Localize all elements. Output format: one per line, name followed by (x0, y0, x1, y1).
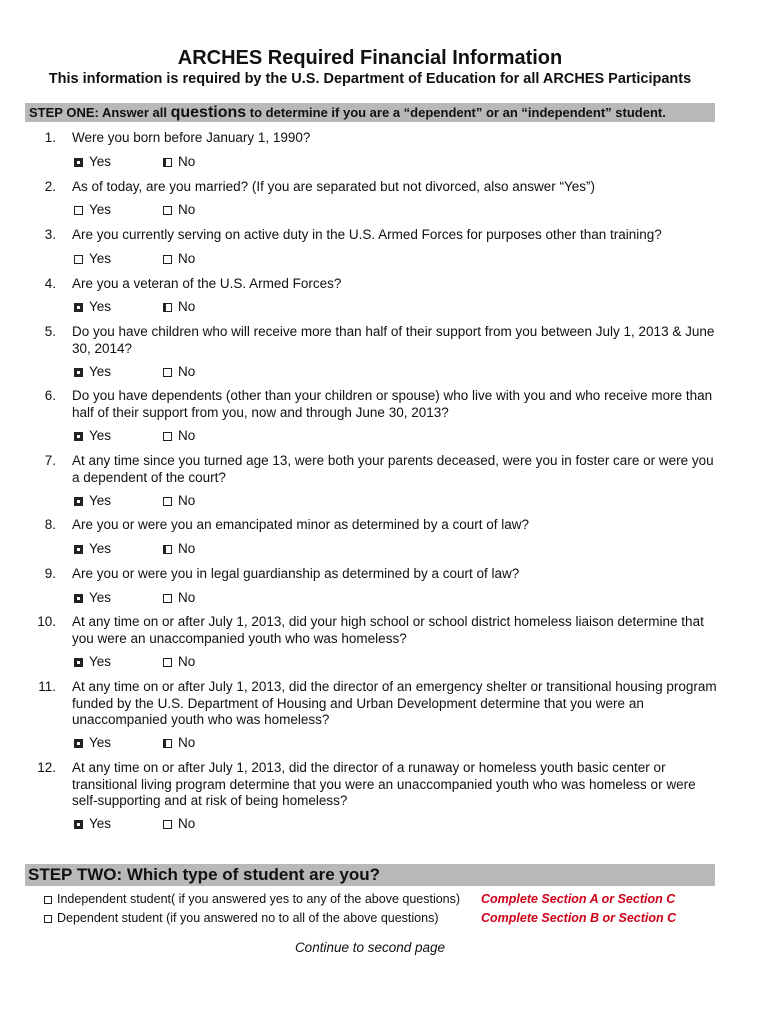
question-text: At any time since you turned age 13, were both your parents deceased, were you in foster care or were you a dependent of the court? (72, 453, 714, 485)
checkbox-icon[interactable] (74, 658, 83, 667)
q6-yes-option[interactable] (74, 428, 111, 444)
question-text: Were you born before January 1, 1990? (72, 130, 311, 145)
yes-label: Yes (89, 428, 112, 443)
no-label: No (178, 364, 196, 379)
q7-no-option[interactable] (163, 493, 195, 509)
checkbox-icon[interactable] (163, 497, 172, 506)
yes-label: Yes (89, 541, 112, 556)
no-label: No (178, 493, 196, 508)
yes-label: Yes (89, 154, 112, 169)
q1-no-option[interactable] (163, 154, 195, 170)
q5-no-option[interactable] (163, 364, 195, 380)
checkbox-icon[interactable] (163, 255, 172, 264)
checkbox-icon[interactable] (163, 368, 172, 377)
section-a-or-c-instruction: Complete Section A or Section C (481, 892, 676, 906)
no-label: No (178, 251, 196, 266)
q10-no-option[interactable] (163, 654, 195, 670)
checkbox-icon[interactable] (74, 255, 83, 264)
question-number: 8. (44, 517, 56, 532)
no-label: No (178, 590, 196, 605)
step-one-header (25, 103, 715, 122)
yes-label: Yes (89, 654, 112, 669)
no-label: No (178, 541, 196, 556)
q4-yes-option[interactable] (74, 299, 111, 315)
checkbox-icon[interactable] (74, 368, 83, 377)
checkbox-icon[interactable] (163, 432, 172, 441)
q12-yes-option[interactable] (74, 816, 111, 832)
independent-student-option[interactable] (44, 892, 460, 907)
yes-label: Yes (89, 202, 112, 217)
yes-label: Yes (89, 364, 112, 379)
checkbox-icon[interactable] (163, 545, 172, 554)
dependent-student-option[interactable] (44, 911, 439, 926)
step-two-header: STEP TWO: Which type of student are you? (25, 864, 715, 886)
yes-label: Yes (89, 493, 112, 508)
q11-yes-option[interactable] (74, 735, 111, 751)
q3-no-option[interactable] (163, 251, 195, 267)
q2-no-option[interactable] (163, 202, 195, 218)
question-number: 9. (44, 566, 56, 581)
checkbox-icon[interactable] (163, 594, 172, 603)
q7-yes-option[interactable] (74, 493, 111, 509)
question-text: At any time on or after July 1, 2013, did the director of an emergency shelter or transitional housing program funded by the U.S. Department of Housing and Urban Development determine that you were an unaccompanied youth who was homeless? (72, 679, 717, 727)
yes-label: Yes (89, 735, 112, 750)
no-label: No (178, 202, 196, 217)
q3-yes-option[interactable] (74, 251, 111, 267)
independent-student-label: Independent student( if you answered yes to any of the above questions) (57, 892, 461, 906)
no-label: No (178, 299, 196, 314)
question-number: 7. (44, 453, 56, 468)
step-one-text-1: STEP ONE: Answer all (29, 105, 171, 120)
question-text: At any time on or after July 1, 2013, did your high school or school district homeless liaison determine that you were an unaccompanied youth who was homeless? (72, 614, 704, 646)
checkbox-icon[interactable] (74, 594, 83, 603)
dependent-student-label: Dependent student (if you answered no to all of the above questions) (57, 911, 439, 925)
checkbox-icon[interactable] (44, 896, 52, 904)
no-label: No (178, 428, 196, 443)
checkbox-icon[interactable] (163, 820, 172, 829)
question-number: 3. (44, 227, 56, 242)
continue-note: Continue to second page (294, 940, 446, 955)
section-b-or-c-instruction: Complete Section B or Section C (481, 911, 677, 925)
no-label: No (178, 735, 196, 750)
yes-label: Yes (89, 816, 112, 831)
q4-no-option[interactable] (163, 299, 195, 315)
question-number: 6. (44, 388, 56, 403)
checkbox-icon[interactable] (74, 158, 83, 167)
question-text: Are you or were you an emancipated minor as determined by a court of law? (72, 517, 529, 532)
checkbox-icon[interactable] (74, 545, 83, 554)
checkbox-icon[interactable] (163, 158, 172, 167)
question-text: Do you have children who will receive more than half of their support from you between July 1, 2013 & June 30, 2014? (72, 324, 715, 356)
checkbox-icon[interactable] (74, 820, 83, 829)
question-text: As of today, are you married? (If you are separated but not divorced, also answer “Yes”) (72, 179, 596, 194)
page-subtitle: This information is required by the U.S. Department of Education for all ARCHES Participants (48, 71, 692, 87)
no-label: No (178, 154, 196, 169)
checkbox-icon[interactable] (74, 206, 83, 215)
step-one-text-2: to determine if you are a “dependent” or an “independent” student. (246, 105, 666, 120)
q8-yes-option[interactable] (74, 541, 111, 557)
question-number: 10. (37, 614, 56, 629)
page-title: ARCHES Required Financial Information (177, 47, 563, 69)
question-number: 1. (44, 130, 56, 145)
question-number: 2. (44, 179, 56, 194)
q10-yes-option[interactable] (74, 654, 111, 670)
q1-yes-option[interactable] (74, 154, 111, 170)
question-text: Are you currently serving on active duty in the U.S. Armed Forces for purposes other than training? (72, 227, 662, 242)
checkbox-icon[interactable] (163, 303, 172, 312)
step-one-emphasis: questions (170, 104, 247, 121)
q9-yes-option[interactable] (74, 590, 111, 606)
no-label: No (178, 816, 196, 831)
checkbox-icon[interactable] (74, 497, 83, 506)
q8-no-option[interactable] (163, 541, 195, 557)
checkbox-icon[interactable] (163, 739, 172, 748)
q6-no-option[interactable] (163, 428, 195, 444)
checkbox-icon[interactable] (74, 739, 83, 748)
question-text: Are you or were you in legal guardianship as determined by a court of law? (72, 566, 520, 581)
q12-no-option[interactable] (163, 816, 195, 832)
question-text: Do you have dependents (other than your children or spouse) who live with you and who receive more than half of their support from you, now and through June 30, 2013? (72, 388, 713, 420)
checkbox-icon[interactable] (44, 915, 52, 923)
checkbox-icon[interactable] (74, 432, 83, 441)
yes-label: Yes (89, 251, 112, 266)
question-number: 5. (44, 324, 56, 339)
no-label: No (178, 654, 196, 669)
question-text: At any time on or after July 1, 2013, did the director of a runaway or homeless youth basic center or transitional living program determine that you were an unaccompanied youth who was homeless or were self-supporting and at risk of being homeless? (72, 760, 696, 808)
question-text: Are you a veteran of the U.S. Armed Forces? (72, 276, 342, 291)
yes-label: Yes (89, 590, 112, 605)
q11-no-option[interactable] (163, 735, 195, 751)
checkbox-icon[interactable] (163, 206, 172, 215)
checkbox-icon[interactable] (74, 303, 83, 312)
q9-no-option[interactable] (163, 590, 195, 606)
question-number: 11. (38, 679, 56, 694)
checkbox-icon[interactable] (163, 658, 172, 667)
q2-yes-option[interactable] (74, 202, 111, 218)
question-number: 4. (44, 276, 56, 291)
q5-yes-option[interactable] (74, 364, 111, 380)
yes-label: Yes (89, 299, 112, 314)
question-number: 12. (37, 760, 56, 775)
